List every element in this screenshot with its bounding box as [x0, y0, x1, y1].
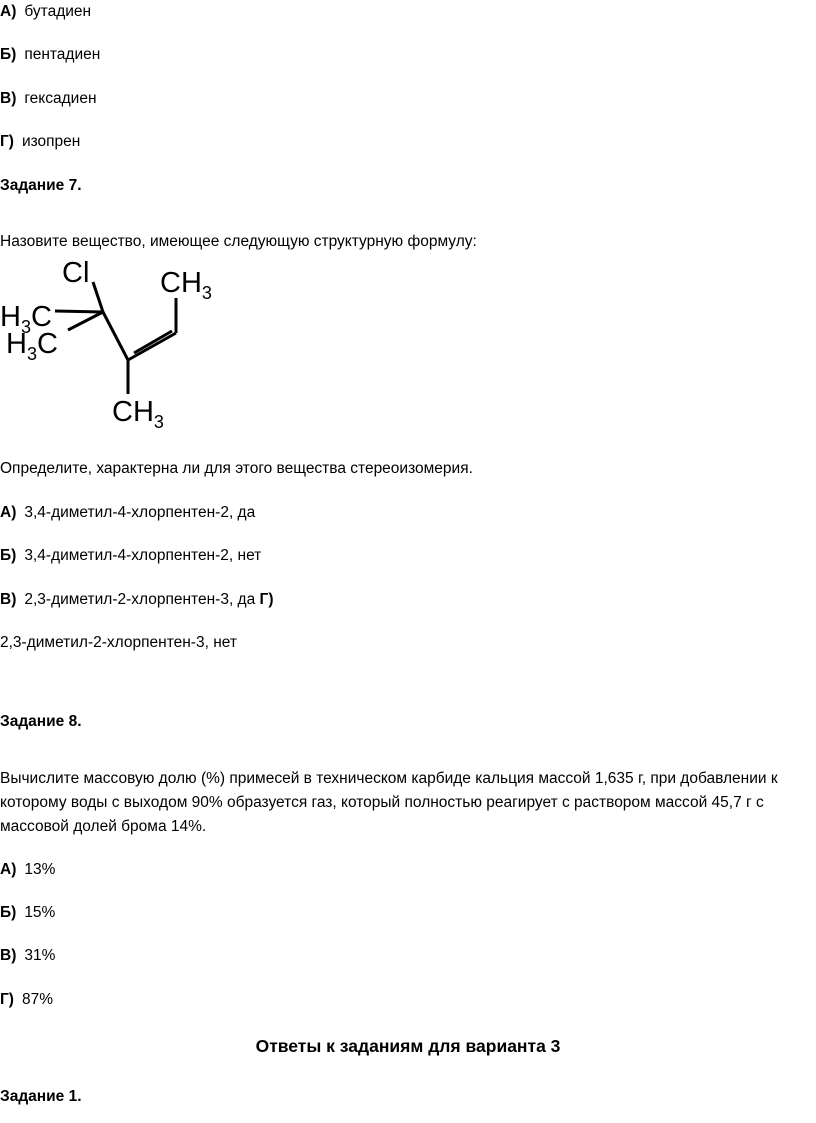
option-letter: Б) — [0, 547, 17, 564]
cl-label: Cl — [62, 257, 90, 289]
option-letter: Г) — [0, 991, 14, 1008]
option-letter: В) — [0, 591, 17, 608]
q6-option-a — [0, 2, 91, 22]
option-letter: Б) — [0, 904, 17, 921]
double-bond-inner — [134, 331, 172, 353]
option-letter: Б) — [0, 46, 17, 63]
option-text: пентадиен — [24, 46, 101, 63]
bond-c-ch3-upper — [55, 311, 103, 312]
task8-option-c — [0, 946, 55, 966]
bond-c-cl — [93, 282, 103, 312]
task7-option-d-text: 2,3-диметил-2-хлорпентен-3, нет — [0, 634, 237, 651]
ch3-top-label: $CH_3$ — [160, 267, 212, 303]
task8-option-a — [0, 860, 55, 880]
option-letter: А) — [0, 504, 17, 521]
option-letter: А) — [0, 861, 17, 878]
option-text: 2,3-диметил-2-хлорпентен-3, да — [24, 591, 256, 608]
ch3-bottom-label: $CH_3$ — [112, 396, 164, 432]
answers-heading: Ответы к заданиям для варианта 3 — [255, 1036, 561, 1056]
option-letter: Г) — [0, 133, 14, 150]
task8-option-d — [0, 990, 53, 1010]
option-letter: В) — [0, 947, 17, 964]
task7-option-c — [0, 590, 274, 610]
double-bond-outer — [128, 333, 176, 360]
task8-option-b — [0, 903, 55, 923]
option-text: гексадиен — [24, 90, 97, 107]
option-text: 3,4-диметил-4-хлорпентен-2, нет — [24, 547, 262, 564]
task1-title: Задание 1. — [0, 1088, 82, 1105]
option-letter: В) — [0, 90, 17, 107]
q6-option-c — [0, 89, 97, 109]
task7-option-a — [0, 503, 255, 523]
task7-question2: Определите, характерна ли для этого вещества стереоизомерия. — [0, 460, 473, 477]
option-text: 3,4-диметил-4-хлорпентен-2, да — [24, 504, 256, 521]
option-text: бутадиен — [24, 3, 92, 20]
option-text: 87% — [21, 991, 53, 1008]
option-text: 15% — [24, 904, 56, 921]
task8-title: Задание 8. — [0, 713, 82, 730]
option-text: 13% — [24, 861, 56, 878]
bond-c-ch3-lower — [68, 312, 103, 330]
h3c-lower-label: $H_3C$ — [6, 328, 58, 364]
task7-option-b — [0, 546, 261, 566]
option-letter: Г) — [259, 591, 274, 608]
q6-option-d — [0, 132, 80, 152]
task8-question: Вычислите массовую долю (%) примесей в техническом карбиде кальция массой 1,635 г, при добавлении к которому воды с выходом 90% образуется газ, который полностью реагирует с раствором массой 45,7 г с массовой долей брома 14%. — [0, 770, 778, 835]
structural-formula — [0, 252, 240, 437]
q6-option-b — [0, 45, 100, 65]
option-letter: А) — [0, 3, 17, 20]
option-text: 31% — [24, 947, 56, 964]
option-text: изопрен — [21, 133, 81, 150]
h3c-upper-label: $H_3C$ — [0, 301, 52, 337]
task7-title: Задание 7. — [0, 177, 82, 194]
bond-c-c — [103, 312, 128, 360]
task7-question: Назовите вещество, имеющее следующую структурную формулу: — [0, 233, 477, 250]
